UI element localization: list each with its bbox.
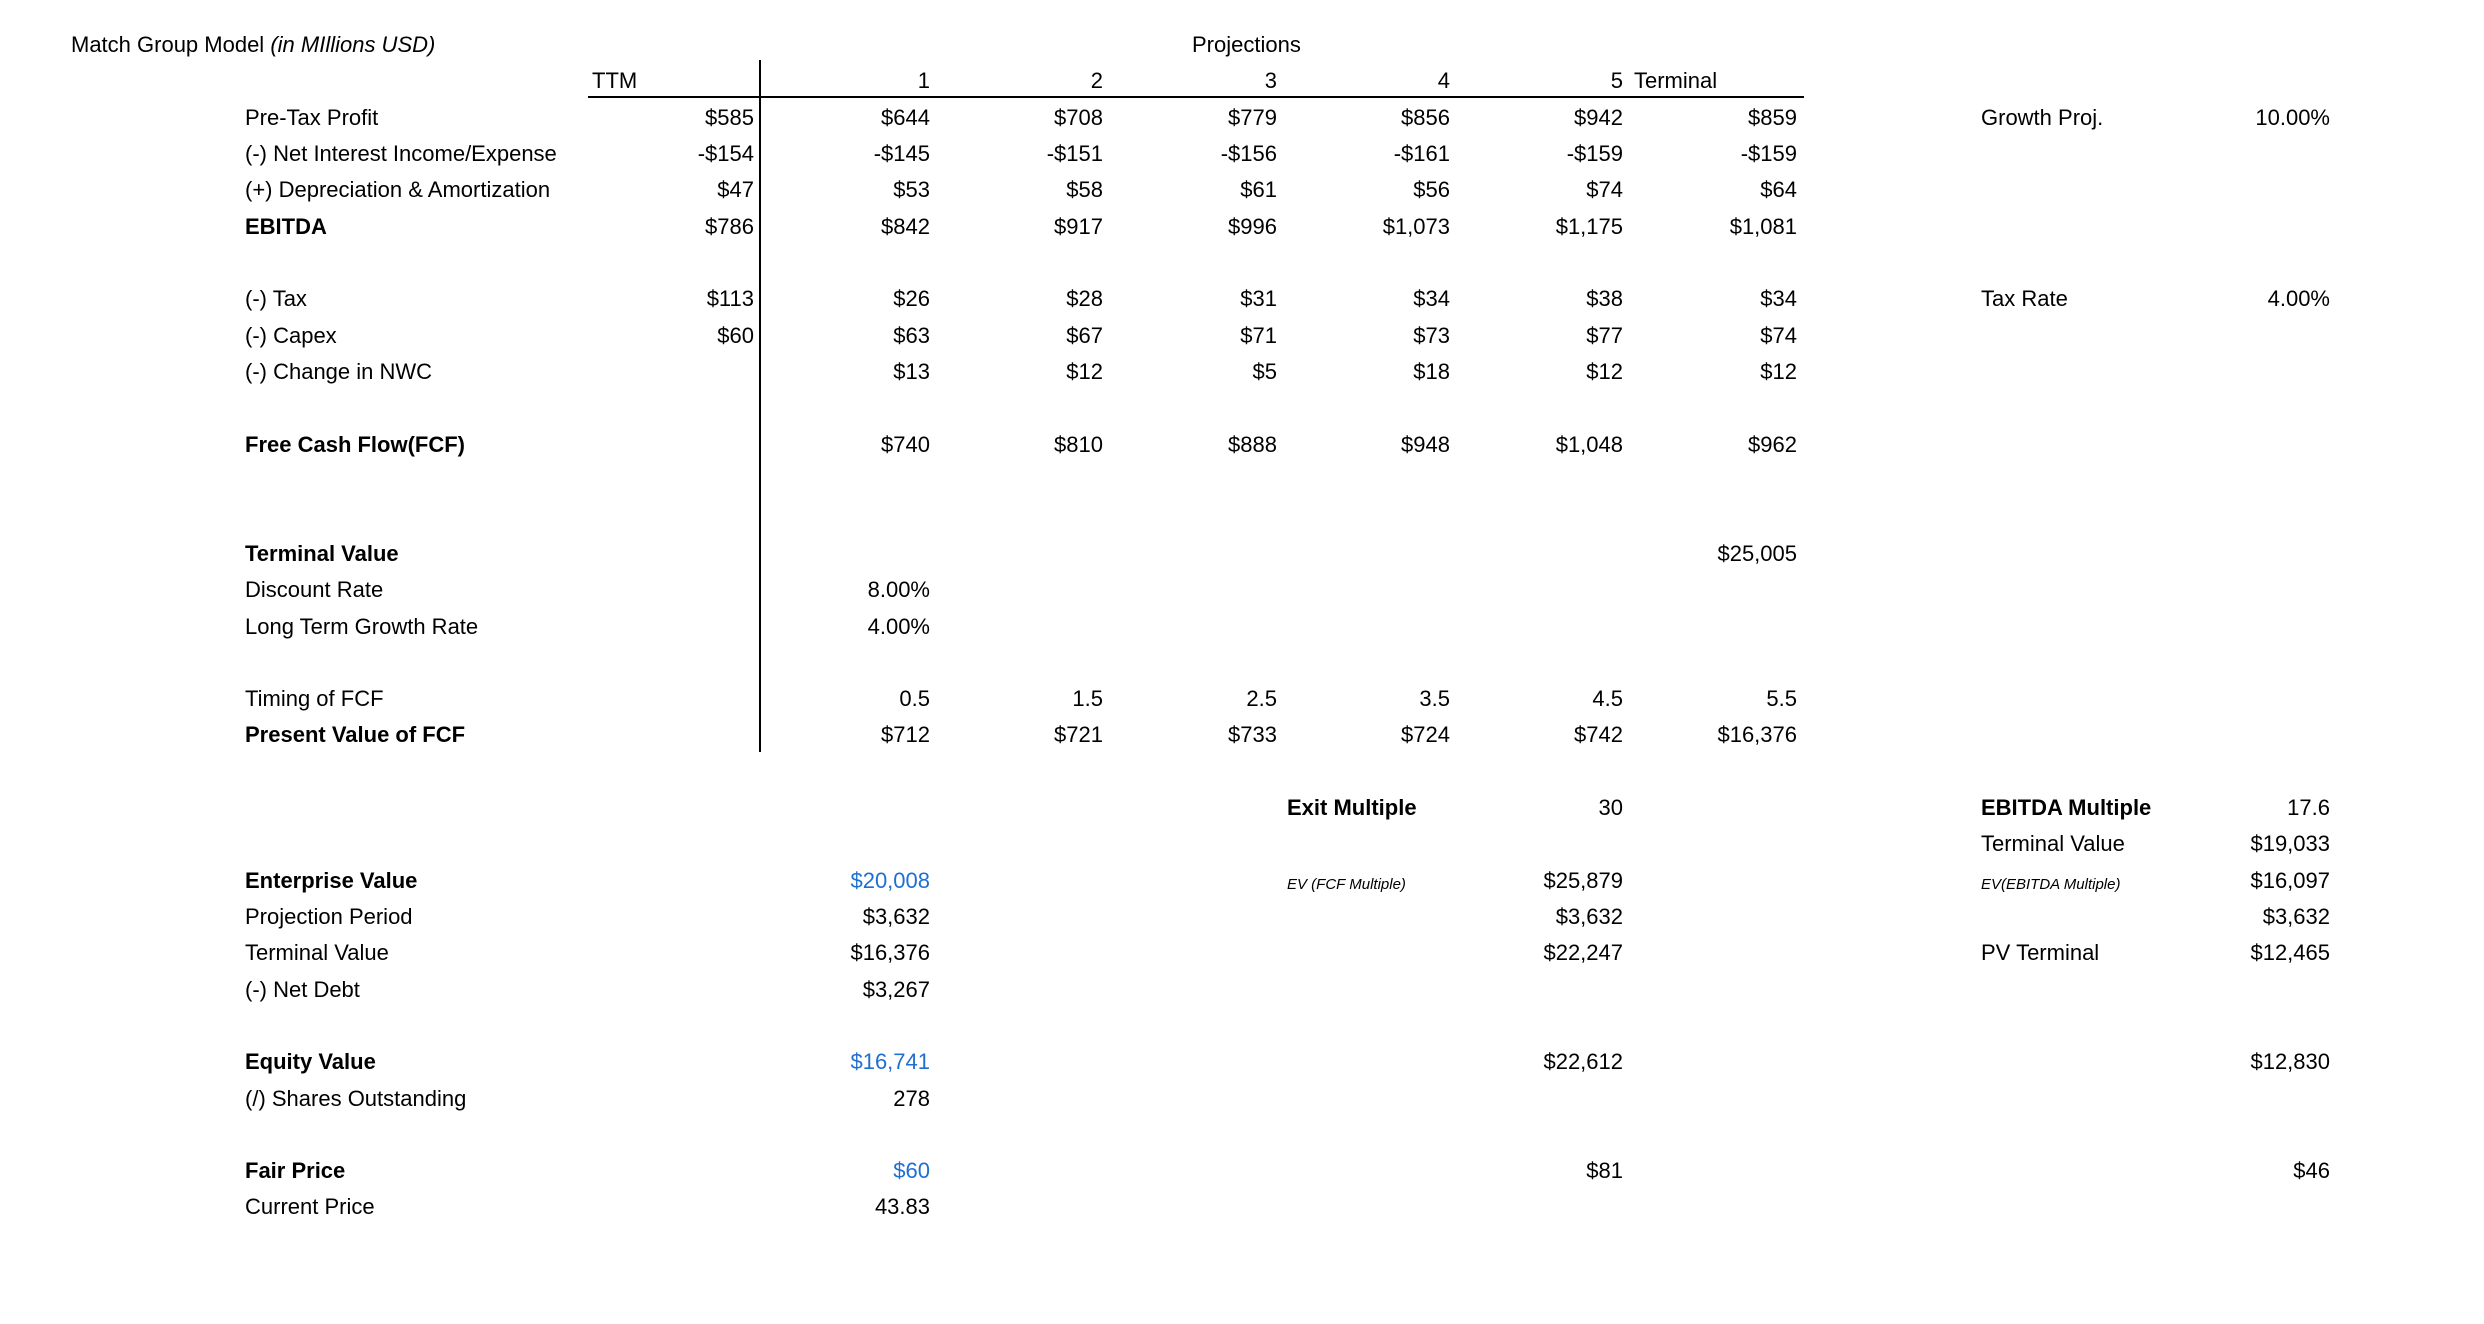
cell-nwc-1: $13 [893, 359, 930, 384]
period-header-1: 1 [917, 68, 930, 93]
ebitda-projection-value: $3,632 [2262, 904, 2330, 929]
ttm-ebitda: $786 [705, 214, 754, 239]
cell-interest-2: -$151 [1046, 141, 1103, 166]
cell-interest-4: -$161 [1393, 141, 1450, 166]
cell-timing-2: 1.5 [1072, 686, 1103, 711]
cell-fcf-3: $888 [1228, 432, 1277, 457]
row-label-capex: (-) Capex [245, 323, 337, 348]
cell-tax-3: $31 [1240, 286, 1277, 311]
cell-pv-5: $742 [1574, 722, 1623, 747]
model-title [71, 32, 435, 58]
cell-timing-terminal: 5.5 [1766, 686, 1797, 711]
projection-period-value: $3,632 [862, 904, 930, 929]
ebitda-terminal-value: $19,033 [2250, 831, 2330, 856]
cell-interest-terminal: -$159 [1740, 141, 1797, 166]
ev-fcf-multiple-label: EV (FCF Multiple) [1287, 876, 1406, 893]
cell-timing-4: 3.5 [1419, 686, 1450, 711]
cell-da-5: $74 [1586, 177, 1623, 202]
pv-terminal-value: $12,465 [2250, 940, 2330, 965]
period-header-5: 5 [1610, 68, 1623, 93]
growth-proj-label: Growth Proj. [1981, 105, 2104, 130]
cell-tax-5: $38 [1586, 286, 1623, 311]
row-label-timing: Timing of FCF [245, 686, 384, 711]
row-label-pv: Present Value of FCF [245, 722, 466, 747]
cell-da-3: $61 [1240, 177, 1277, 202]
cell-nwc-5: $12 [1586, 359, 1623, 384]
cell-interest-1: -$145 [873, 141, 930, 166]
cell-tax-1: $26 [893, 286, 930, 311]
model-title-main: Match Group Model [71, 32, 271, 57]
row-label-pretax: Pre-Tax Profit [245, 105, 379, 130]
cell-pretax-5: $942 [1574, 105, 1623, 130]
cell-da-terminal: $64 [1760, 177, 1797, 202]
fair-price-label: Fair Price [245, 1158, 346, 1183]
period-header-4: 4 [1437, 68, 1450, 93]
cell-nwc-terminal: $12 [1760, 359, 1797, 384]
cell-discount-rate: 8.00% [867, 577, 930, 602]
ebitda-multiple-label: EBITDA Multiple [1981, 795, 2152, 820]
ebitda-multiple-value: 17.6 [2287, 795, 2330, 820]
cell-interest-5: -$159 [1566, 141, 1623, 166]
row-label-fcf: Free Cash Flow(FCF) [245, 432, 466, 457]
row-label-interest: (-) Net Interest Income/Expense [245, 141, 557, 166]
exit-terminal-value: $22,247 [1543, 940, 1623, 965]
cell-fcf-4: $948 [1401, 432, 1450, 457]
cell-timing-5: 4.5 [1592, 686, 1623, 711]
shares-outstanding-label: (/) Shares Outstanding [245, 1086, 467, 1111]
terminal-value-value: $16,376 [850, 940, 930, 965]
ttm-pretax: $585 [705, 105, 754, 130]
ttm-da: $47 [717, 177, 754, 202]
net-debt-value: $3,267 [862, 977, 930, 1002]
projection-period-label: Projection Period [245, 904, 413, 929]
cell-timing-3: 2.5 [1246, 686, 1277, 711]
exit-ev-value: $25,879 [1543, 868, 1623, 893]
header-rule [588, 96, 1804, 98]
cell-da-2: $58 [1066, 177, 1103, 202]
cell-nwc-4: $18 [1413, 359, 1450, 384]
current-price-value: 43.83 [874, 1194, 930, 1219]
cell-ebitda-terminal: $1,081 [1729, 214, 1797, 239]
enterprise-value: $20,008 [850, 868, 930, 893]
cell-tax-2: $28 [1066, 286, 1103, 311]
ebitda-fair-price: $46 [2293, 1158, 2330, 1183]
cell-pv-1: $712 [881, 722, 930, 747]
pv-terminal-label: PV Terminal [1981, 940, 2100, 965]
exit-fair-price: $81 [1586, 1158, 1623, 1183]
cell-ebitda-2: $917 [1054, 214, 1103, 239]
cell-tax-terminal: $34 [1760, 286, 1797, 311]
cell-fcf-2: $810 [1054, 432, 1103, 457]
equity-value: $16,741 [850, 1049, 930, 1074]
exit-projection-value: $3,632 [1555, 904, 1623, 929]
net-debt-label: (-) Net Debt [245, 977, 360, 1002]
cell-fcf-5: $1,048 [1555, 432, 1623, 457]
cell-terminal-value: $25,005 [1717, 541, 1797, 566]
exit-equity-value: $22,612 [1543, 1049, 1623, 1074]
row-label-da: (+) Depreciation & Amortization [245, 177, 551, 202]
growth-proj-value: 10.00% [2255, 105, 2330, 130]
tax-rate-label: Tax Rate [1981, 286, 2068, 311]
ttm-capex: $60 [717, 323, 754, 348]
row-label-discount-rate: Discount Rate [245, 577, 384, 602]
row-label-nwc: (-) Change in NWC [245, 359, 433, 384]
cell-capex-terminal: $74 [1760, 323, 1797, 348]
cell-da-4: $56 [1413, 177, 1450, 202]
cell-da-1: $53 [893, 177, 930, 202]
terminal-header: Terminal [1634, 68, 1718, 93]
period-header-2: 2 [1090, 68, 1103, 93]
row-label-terminal-value: Terminal Value [245, 541, 399, 566]
cell-pretax-2: $708 [1054, 105, 1103, 130]
cell-ebitda-1: $842 [881, 214, 930, 239]
period-header-3: 3 [1264, 68, 1277, 93]
row-label-tax: (-) Tax [245, 286, 307, 311]
ttm-tax: $113 [706, 286, 754, 311]
cell-ebitda-5: $1,175 [1555, 214, 1623, 239]
cell-capex-4: $73 [1413, 323, 1450, 348]
cell-pretax-4: $856 [1401, 105, 1450, 130]
ebitda-equity-value: $12,830 [2250, 1049, 2330, 1074]
enterprise-value-label: Enterprise Value [245, 868, 418, 893]
row-label-ebitda: EBITDA [245, 214, 327, 239]
cell-ebitda-3: $996 [1228, 214, 1277, 239]
cell-capex-5: $77 [1586, 323, 1623, 348]
cell-timing-1: 0.5 [899, 686, 930, 711]
fair-price-value: $60 [893, 1158, 930, 1183]
cell-pv-3: $733 [1228, 722, 1277, 747]
current-price-label: Current Price [245, 1194, 375, 1219]
ev-ebitda-multiple-label: EV(EBITDA Multiple) [1981, 876, 2121, 893]
cell-pv-4: $724 [1401, 722, 1450, 747]
cell-capex-2: $67 [1066, 323, 1103, 348]
tax-rate-value: 4.00% [2267, 286, 2330, 311]
shares-outstanding-value: 278 [893, 1086, 930, 1111]
projections-header: Projections [1192, 32, 1301, 57]
ttm-divider [759, 60, 761, 752]
cell-nwc-2: $12 [1066, 359, 1103, 384]
cell-tax-4: $34 [1413, 286, 1450, 311]
cell-ltgr: 4.00% [867, 614, 930, 639]
ttm-header: TTM [592, 68, 638, 93]
cell-interest-3: -$156 [1220, 141, 1277, 166]
cell-pv-2: $721 [1054, 722, 1103, 747]
cell-capex-1: $63 [893, 323, 930, 348]
ebitda-ev-value: $16,097 [2250, 868, 2330, 893]
cell-fcf-1: $740 [881, 432, 930, 457]
ttm-interest: -$154 [697, 141, 754, 166]
exit-multiple-value: 30 [1598, 795, 1623, 820]
ebitda-terminal-value-label: Terminal Value [1981, 831, 2125, 856]
cell-pretax-terminal: $859 [1748, 105, 1797, 130]
cell-capex-3: $71 [1240, 323, 1277, 348]
cell-nwc-3: $5 [1252, 359, 1277, 384]
cell-ebitda-4: $1,073 [1382, 214, 1450, 239]
model-title-units: (in MIllions USD) [270, 32, 436, 57]
cell-fcf-terminal: $962 [1748, 432, 1797, 457]
equity-value-label: Equity Value [245, 1049, 376, 1074]
cell-pv-terminal: $16,376 [1717, 722, 1797, 747]
cell-pretax-3: $779 [1228, 105, 1277, 130]
row-label-ltgr: Long Term Growth Rate [245, 614, 479, 639]
terminal-value-label: Terminal Value [245, 940, 389, 965]
exit-multiple-label: Exit Multiple [1287, 795, 1417, 820]
cell-pretax-1: $644 [881, 105, 930, 130]
